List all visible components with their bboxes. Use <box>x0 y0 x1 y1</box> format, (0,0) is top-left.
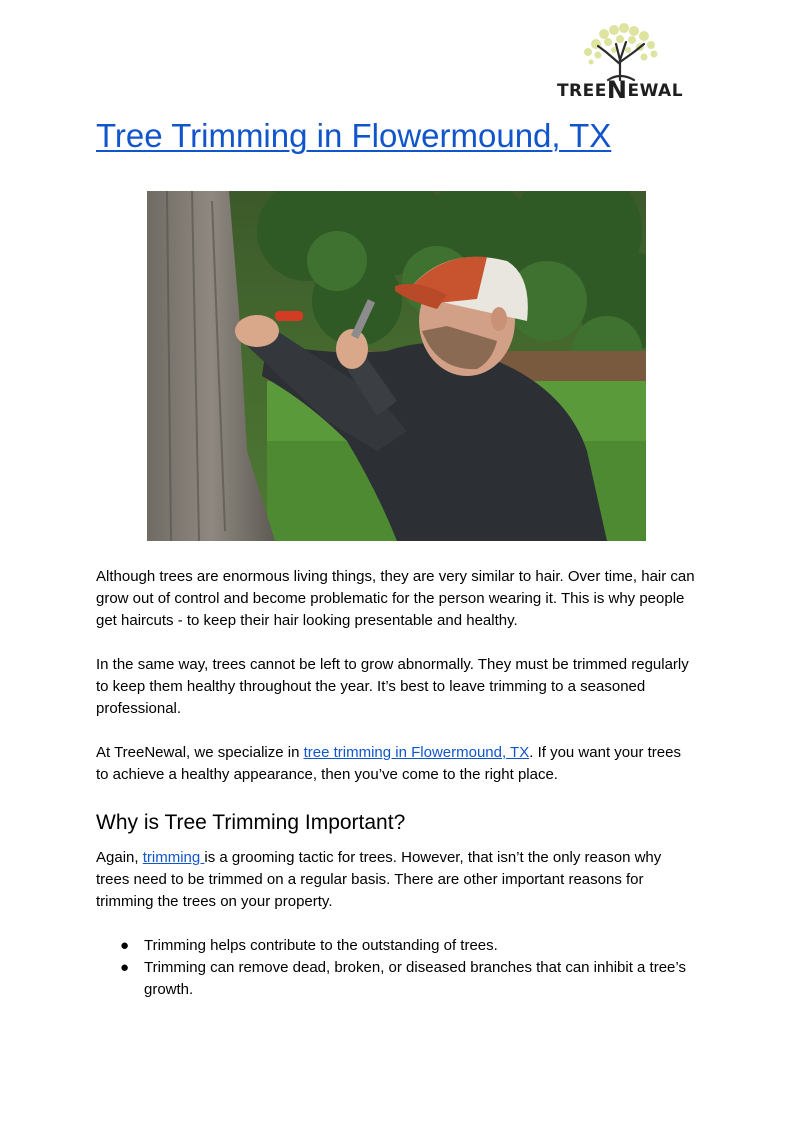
arborist-photo <box>147 191 646 541</box>
list-item-text: Trimming helps contribute to the outstanding of trees. <box>144 937 498 954</box>
list-item <box>96 935 696 957</box>
treenewal-logo <box>545 22 695 107</box>
paragraph-text: is a grooming tactic for trees. However, that isn’t the only reason why trees need to be trimmed on a regular basis. There are other important reasons for trimming the trees on your property. <box>96 849 662 910</box>
bullet-icon: ● <box>120 937 130 954</box>
section-heading: Why is Tree Trimming Important? <box>96 811 406 834</box>
logo-wordmark: TREENEWAL <box>556 76 684 104</box>
bullet-icon: ● <box>120 959 130 976</box>
trimming-link[interactable]: trimming <box>142 849 205 866</box>
page-title-link[interactable]: Tree Trimming in Flowermound, TX <box>96 117 612 154</box>
intro-paragraph: Although trees are enormous living things, they are very similar to hair. Over time, hair can grow out of control and become problematic for the person wearing it. This is why people get haircuts - to keep their hair looking presentable and healthy. <box>96 568 695 629</box>
treenewal-paragraph <box>96 742 696 786</box>
list-item <box>96 957 696 1001</box>
paragraph-text: Again, <box>96 849 143 866</box>
tree-logo-icon <box>578 22 662 82</box>
second-paragraph: In the same way, trees cannot be left to grow abnormally. They must be trimmed regularly to keep them healthy throughout the year. It’s best to leave trimming to a seasoned professional. <box>96 656 689 717</box>
trimming-paragraph <box>96 847 696 913</box>
list-item-text: Trimming can remove dead, broken, or diseased branches that can inhibit a tree’s growth. <box>144 959 686 998</box>
paragraph-text: . If you want your trees to achieve a healthy appearance, then you’ve come to the right place. <box>96 744 681 783</box>
tree-trimming-link[interactable]: tree trimming in Flowermound, TX <box>303 744 530 761</box>
arborist-inspecting-tree-photo-icon <box>147 191 646 541</box>
reasons-list <box>96 935 696 1001</box>
paragraph-text: At TreeNewal, we specialize in <box>96 744 304 761</box>
